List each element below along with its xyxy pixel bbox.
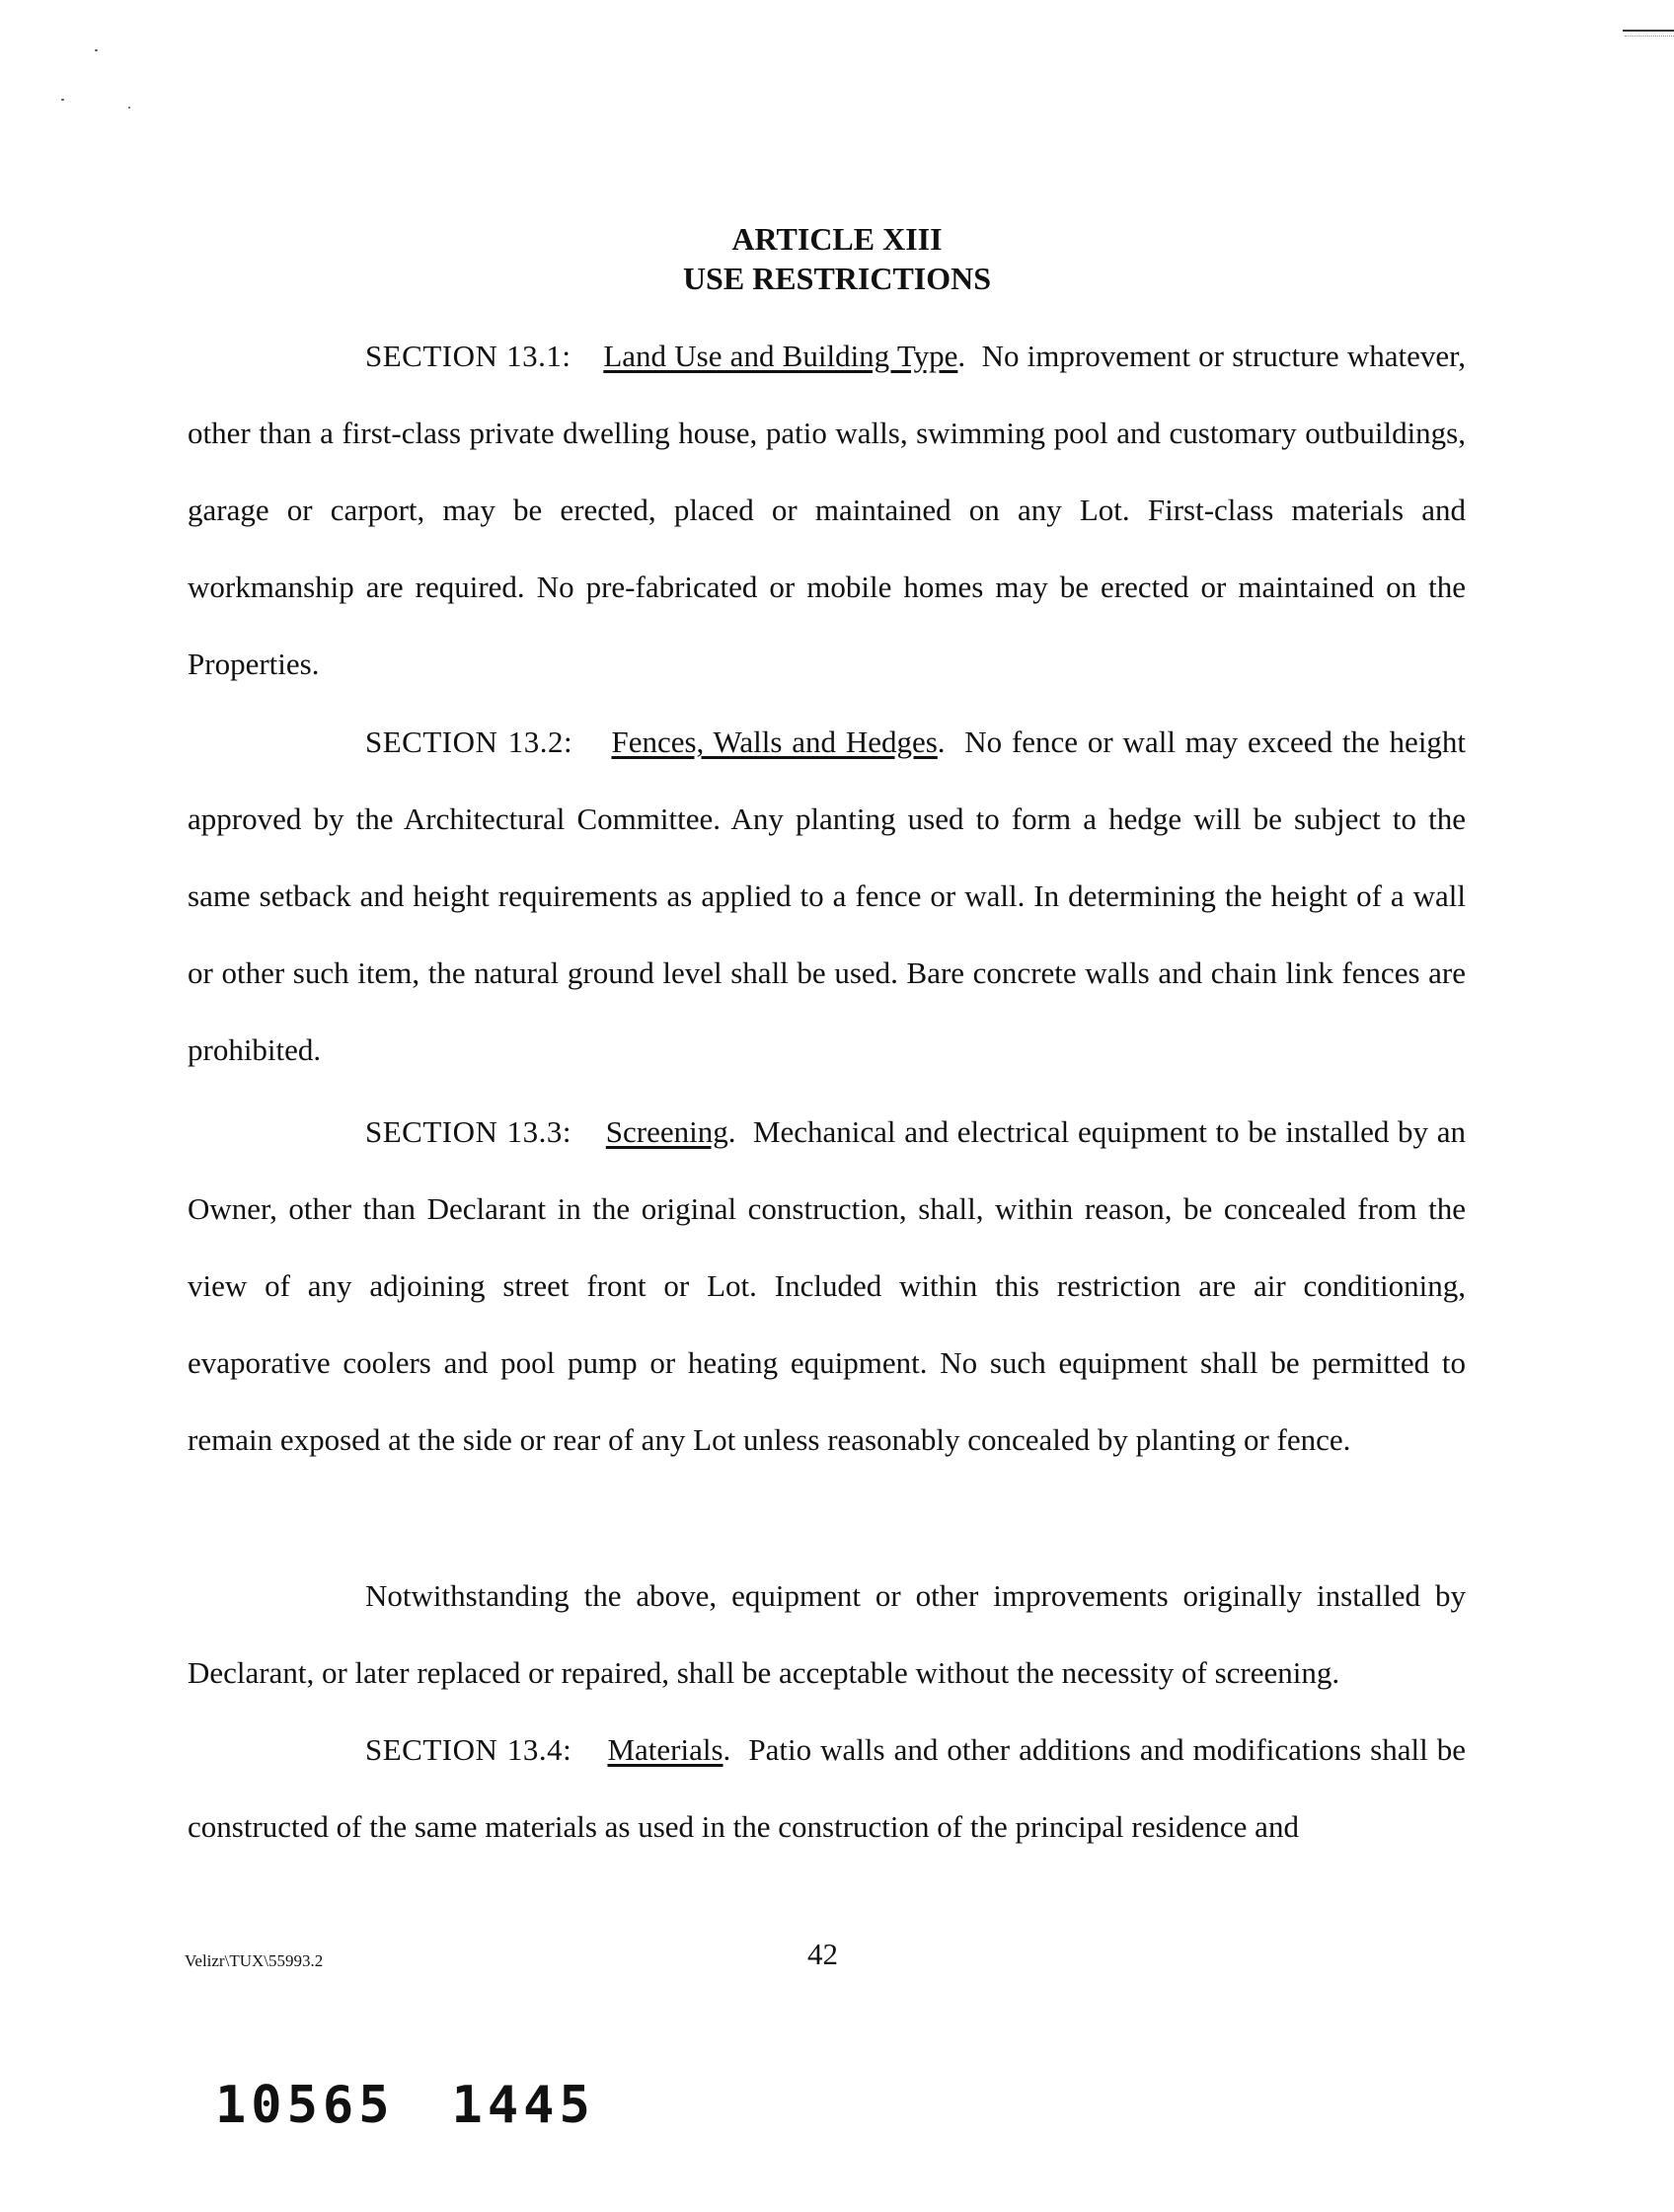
section-13-1: SECTION 13.1: Land Use and Building Type. No improvement or structure whatever, other than a first-class private dwelling house, patio walls, swimming pool and customary outbuildings, garage or carport, may be erected, placed or maintained on any Lot. First-class materials and workmanship are required. No pre-fabricated or mobile homes may be erected or maintained on the Properties. — [188, 339, 1467, 681]
article-number: ARTICLE XIII — [731, 221, 943, 257]
section-text: Patio walls and other additions and modifications shall be constructed of the same materials as used in the construction of the principal residence and — [188, 1732, 1467, 1844]
section-text: Mechanical and electrical equipment to be installed by an Owner, other than Declarant in the original construction, shall, within reason, be concealed from the view of any adjoining street front or Lot. Included within this restriction are air conditioning, evaporative coolers and pool pump or heating equipment. No such equipment shall be permitted to remain exposed at the side or rear of any Lot unless reasonably concealed by planting or fence. — [188, 1114, 1467, 1457]
section-13-4: SECTION 13.4: Materials. Patio walls and other additions and modifications shall be constructed of the same materials as used in the construction of the principal residence and — [188, 1732, 1467, 1844]
section-label: SECTION 13.4: — [365, 1732, 572, 1767]
document-id: Velizr\TUX\55993.2 — [185, 1951, 324, 1970]
section-title: Land Use and Building Type — [603, 339, 958, 373]
section-label: SECTION 13.1: — [365, 339, 571, 373]
scan-mark — [1623, 30, 1674, 32]
section-13-3: SECTION 13.3: Screening. Mechanical and electrical equipment to be installed by an Owner, other than Declarant in the original construction, shall, within reason, be concealed from the view of any adjoining street front or Lot. Included within this restriction are air conditioning, evaporative coolers and pool pump or heating equipment. No such equipment shall be permitted to remain exposed at the side or rear of any Lot unless reasonably concealed by planting or fence. — [188, 1114, 1467, 1457]
paragraph-text: Notwithstanding the above, equipment or other improvements originally installed by Declarant, or later replaced or repaired, shall be acceptable without the necessity of screening. — [188, 1578, 1466, 1690]
section-title: Fences, Walls and Hedges — [611, 725, 938, 759]
scan-speck — [61, 99, 64, 101]
section-text: No improvement or structure whatever, other than a first-class private dwelling house, patio walls, swimming pool and customary outbuildings, garage or carport, may be erected, placed or maintained on any Lot. First-class materials and workmanship are required. No pre-fabricated or mobile homes may be erected or maintained on the Properties. — [188, 339, 1467, 681]
article-title: USE RESTRICTIONS — [682, 261, 992, 296]
section-13-2: SECTION 13.2: Fences, Walls and Hedges. No fence or wall may exceed the height approved by the Architectural Committee. Any planting used to form a hedge will be subject to the same setback and height requirements as applied to a fence or wall. In determining the height of a wall or other such item, the natural ground level shall be used. Bare concrete walls and chain link fences are prohibited. — [188, 725, 1467, 1067]
section-label: SECTION 13.3: — [365, 1114, 571, 1149]
notwithstanding-paragraph — [188, 1558, 1466, 1712]
page-number: 42 — [807, 1937, 838, 1971]
section-title: Screening — [605, 1114, 728, 1149]
scan-speck — [95, 49, 98, 51]
section-text: No fence or wall may exceed the height approved by the Architectural Committee. Any planting used to form a hedge will be subject to the same setback and height requirements as applied to a fence or wall. In determining the height of a wall or other such item, the natural ground level shall be used. Bare concrete walls and chain link fences are prohibited. — [188, 725, 1467, 1067]
recording-stamp — [215, 2076, 595, 2135]
scan-mark — [1625, 36, 1674, 38]
scan-speck — [128, 107, 130, 109]
section-label: SECTION 13.2: — [365, 725, 573, 759]
stamp-book-number: 10565 — [215, 2076, 395, 2135]
section-title: Materials — [607, 1732, 723, 1767]
stamp-page-number: 1445 — [451, 2076, 595, 2135]
